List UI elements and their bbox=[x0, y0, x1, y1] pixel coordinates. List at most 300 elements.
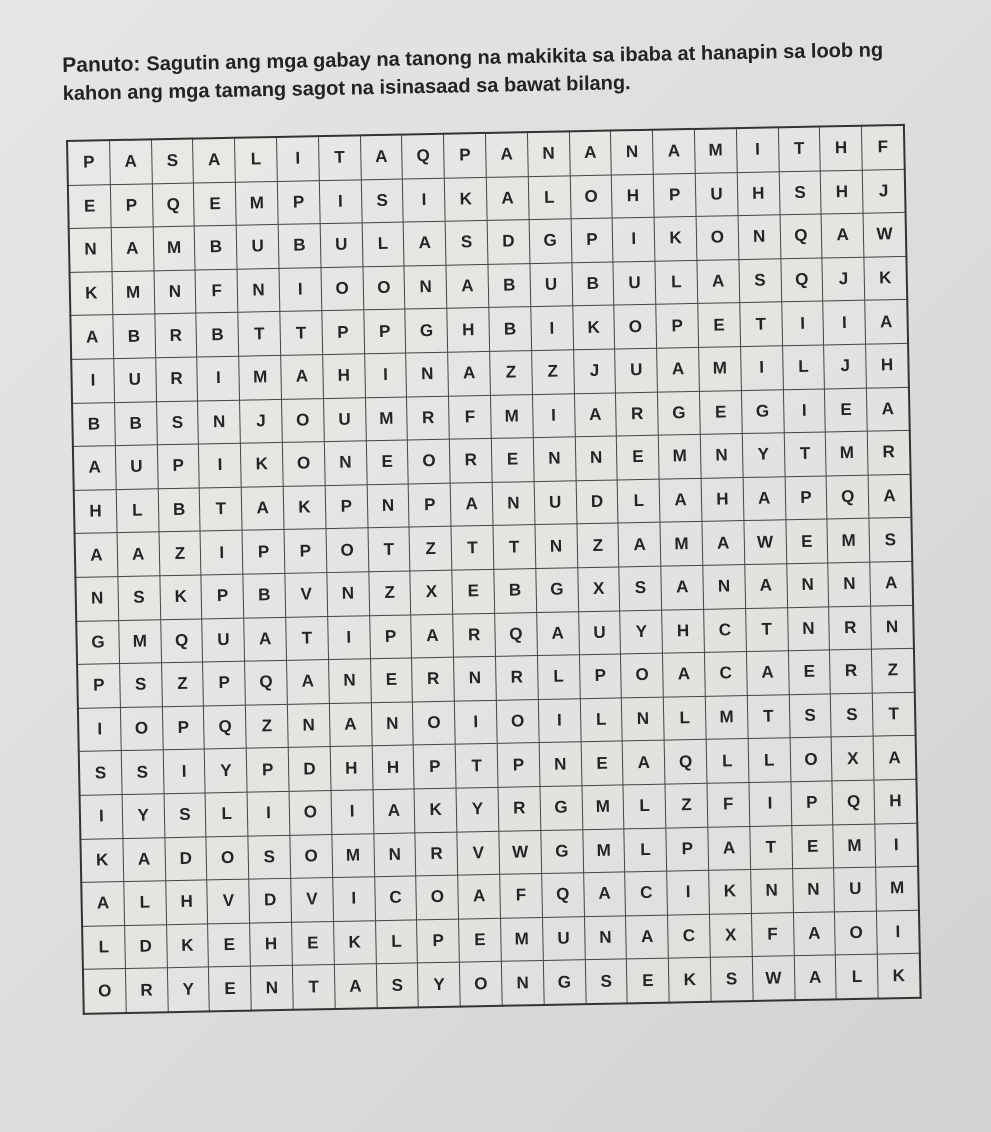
grid-cell[interactable]: N bbox=[527, 131, 570, 176]
grid-cell[interactable]: D bbox=[124, 924, 167, 968]
grid-cell[interactable]: O bbox=[614, 305, 657, 349]
grid-cell[interactable]: E bbox=[699, 390, 742, 434]
grid-cell[interactable]: M bbox=[490, 394, 533, 438]
grid-cell[interactable]: A bbox=[626, 915, 669, 959]
grid-cell[interactable]: Z bbox=[531, 350, 574, 394]
grid-cell[interactable]: R bbox=[415, 832, 458, 876]
grid-cell[interactable]: N bbox=[454, 656, 497, 700]
grid-cell[interactable]: Z bbox=[246, 704, 289, 748]
grid-cell[interactable]: H bbox=[322, 354, 365, 398]
grid-cell[interactable]: U bbox=[695, 172, 738, 216]
grid-cell[interactable]: E bbox=[370, 658, 413, 702]
grid-cell[interactable]: M bbox=[365, 397, 408, 441]
grid-cell[interactable]: Q bbox=[160, 619, 203, 663]
grid-cell[interactable]: M bbox=[876, 866, 919, 910]
grid-cell[interactable]: L bbox=[617, 479, 660, 523]
grid-cell[interactable]: P bbox=[790, 781, 833, 825]
grid-cell[interactable]: N bbox=[738, 215, 781, 259]
grid-cell[interactable]: O bbox=[416, 875, 459, 919]
grid-cell[interactable]: C bbox=[625, 871, 668, 915]
grid-cell[interactable]: Y bbox=[418, 962, 461, 1007]
grid-cell[interactable]: R bbox=[830, 649, 873, 693]
grid-cell[interactable]: G bbox=[658, 391, 701, 435]
grid-cell[interactable]: V bbox=[291, 878, 334, 922]
grid-cell[interactable]: H bbox=[250, 922, 293, 966]
grid-cell[interactable]: G bbox=[543, 960, 586, 1005]
grid-cell[interactable]: J bbox=[822, 257, 865, 301]
grid-cell[interactable]: Q bbox=[780, 214, 823, 258]
grid-cell[interactable]: A bbox=[111, 227, 154, 271]
grid-cell[interactable]: K bbox=[654, 217, 697, 261]
grid-cell[interactable]: A bbox=[81, 882, 124, 926]
grid-cell[interactable]: I bbox=[403, 178, 446, 222]
grid-cell[interactable]: L bbox=[82, 925, 125, 969]
grid-cell[interactable]: V bbox=[207, 879, 250, 923]
grid-cell[interactable]: N bbox=[371, 702, 414, 746]
grid-cell[interactable]: N bbox=[373, 832, 416, 876]
grid-cell[interactable]: T bbox=[200, 487, 243, 531]
grid-cell[interactable]: A bbox=[623, 740, 666, 784]
grid-cell[interactable]: M bbox=[699, 347, 742, 391]
grid-cell[interactable]: I bbox=[612, 217, 655, 261]
grid-cell[interactable]: Z bbox=[577, 523, 620, 567]
grid-cell[interactable]: Q bbox=[245, 660, 288, 704]
grid-cell[interactable]: P bbox=[785, 476, 828, 520]
grid-cell[interactable]: P bbox=[157, 444, 200, 488]
grid-cell[interactable]: A bbox=[450, 482, 493, 526]
grid-cell[interactable]: A bbox=[75, 533, 118, 577]
grid-cell[interactable]: I bbox=[364, 353, 407, 397]
grid-cell[interactable]: S bbox=[118, 576, 161, 620]
grid-cell[interactable]: N bbox=[611, 130, 654, 175]
grid-cell[interactable]: M bbox=[500, 917, 543, 961]
grid-cell[interactable]: T bbox=[318, 135, 361, 180]
grid-cell[interactable]: B bbox=[243, 573, 286, 617]
grid-cell[interactable]: N bbox=[700, 434, 743, 478]
grid-cell[interactable]: T bbox=[280, 311, 323, 355]
grid-cell[interactable]: O bbox=[570, 175, 613, 219]
grid-cell[interactable]: P bbox=[369, 614, 412, 658]
grid-cell[interactable]: P bbox=[579, 654, 622, 698]
grid-cell[interactable]: R bbox=[498, 786, 541, 830]
grid-cell[interactable]: Z bbox=[159, 531, 202, 575]
grid-cell[interactable]: S bbox=[739, 259, 782, 303]
grid-cell[interactable]: V bbox=[285, 573, 328, 617]
grid-cell[interactable]: H bbox=[662, 609, 705, 653]
grid-cell[interactable]: N bbox=[367, 484, 410, 528]
grid-cell[interactable]: A bbox=[868, 474, 911, 518]
grid-cell[interactable]: Z bbox=[872, 648, 915, 692]
grid-cell[interactable]: G bbox=[541, 829, 584, 873]
grid-cell[interactable]: A bbox=[70, 315, 113, 359]
grid-cell[interactable]: A bbox=[244, 617, 287, 661]
grid-cell[interactable]: P bbox=[666, 827, 709, 871]
grid-cell[interactable]: R bbox=[407, 396, 450, 440]
grid-cell[interactable]: K bbox=[159, 575, 202, 619]
grid-cell[interactable]: T bbox=[292, 965, 335, 1010]
grid-cell[interactable]: S bbox=[119, 663, 162, 707]
grid-cell[interactable]: E bbox=[366, 440, 409, 484]
grid-cell[interactable]: E bbox=[627, 958, 670, 1003]
grid-cell[interactable]: A bbox=[663, 652, 706, 696]
grid-cell[interactable]: A bbox=[446, 264, 489, 308]
grid-cell[interactable]: S bbox=[710, 957, 753, 1002]
grid-cell[interactable]: R bbox=[829, 606, 872, 650]
grid-cell[interactable]: K bbox=[80, 838, 123, 882]
grid-cell[interactable]: K bbox=[283, 485, 326, 529]
grid-cell[interactable]: E bbox=[194, 182, 237, 226]
grid-cell[interactable]: U bbox=[542, 916, 585, 960]
grid-cell[interactable]: P bbox=[246, 748, 289, 792]
grid-cell[interactable]: E bbox=[208, 923, 251, 967]
grid-cell[interactable]: E bbox=[209, 966, 252, 1011]
grid-cell[interactable]: S bbox=[361, 179, 404, 223]
grid-cell[interactable]: I bbox=[740, 346, 783, 390]
grid-cell[interactable]: H bbox=[330, 746, 373, 790]
grid-cell[interactable]: B bbox=[195, 225, 238, 269]
grid-cell[interactable]: B bbox=[488, 263, 531, 307]
grid-cell[interactable]: I bbox=[538, 698, 581, 742]
grid-cell[interactable]: K bbox=[333, 920, 376, 964]
grid-cell[interactable]: R bbox=[453, 613, 496, 657]
grid-cell[interactable]: L bbox=[623, 784, 666, 828]
grid-cell[interactable]: U bbox=[530, 263, 573, 307]
grid-cell[interactable]: U bbox=[236, 225, 279, 269]
grid-cell[interactable]: A bbox=[574, 393, 617, 437]
grid-cell[interactable]: I bbox=[331, 790, 374, 834]
grid-cell[interactable]: O bbox=[326, 528, 369, 572]
grid-cell[interactable]: C bbox=[704, 608, 747, 652]
grid-cell[interactable]: P bbox=[409, 483, 452, 527]
grid-cell[interactable]: N bbox=[787, 606, 830, 650]
grid-cell[interactable]: M bbox=[833, 824, 876, 868]
grid-cell[interactable]: P bbox=[284, 529, 327, 573]
grid-cell[interactable]: O bbox=[696, 216, 739, 260]
grid-cell[interactable]: N bbox=[75, 577, 118, 621]
grid-cell[interactable]: K bbox=[414, 788, 457, 832]
grid-cell[interactable]: A bbox=[793, 912, 836, 956]
grid-cell[interactable]: R bbox=[154, 313, 197, 357]
grid-cell[interactable]: P bbox=[203, 661, 246, 705]
grid-cell[interactable]: N bbox=[404, 265, 447, 309]
grid-cell[interactable]: I bbox=[332, 877, 375, 921]
grid-cell[interactable]: A bbox=[241, 486, 284, 530]
grid-cell[interactable]: L bbox=[375, 920, 418, 964]
grid-cell[interactable]: Z bbox=[409, 527, 452, 571]
grid-cell[interactable]: E bbox=[292, 921, 335, 965]
grid-cell[interactable]: S bbox=[121, 750, 164, 794]
grid-cell[interactable]: N bbox=[828, 562, 871, 606]
grid-cell[interactable]: I bbox=[319, 179, 362, 223]
grid-cell[interactable]: H bbox=[447, 308, 490, 352]
grid-cell[interactable]: U bbox=[114, 358, 157, 402]
grid-cell[interactable]: S bbox=[164, 793, 207, 837]
grid-cell[interactable]: Q bbox=[152, 183, 195, 227]
grid-cell[interactable]: V bbox=[457, 831, 500, 875]
grid-cell[interactable]: I bbox=[781, 301, 824, 345]
grid-cell[interactable]: G bbox=[76, 620, 119, 664]
grid-cell[interactable]: J bbox=[240, 399, 283, 443]
grid-cell[interactable]: Q bbox=[832, 780, 875, 824]
grid-cell[interactable]: Q bbox=[780, 258, 823, 302]
grid-cell[interactable]: A bbox=[193, 138, 236, 183]
grid-cell[interactable]: I bbox=[197, 356, 240, 400]
grid-cell[interactable]: M bbox=[112, 271, 155, 315]
grid-cell[interactable]: Q bbox=[541, 873, 584, 917]
grid-cell[interactable]: U bbox=[834, 867, 877, 911]
grid-cell[interactable]: U bbox=[615, 348, 658, 392]
grid-cell[interactable]: I bbox=[78, 707, 121, 751]
grid-cell[interactable]: N bbox=[792, 868, 835, 912]
grid-cell[interactable]: J bbox=[862, 169, 905, 213]
grid-cell[interactable]: A bbox=[821, 213, 864, 257]
grid-cell[interactable]: P bbox=[571, 218, 614, 262]
grid-cell[interactable]: O bbox=[363, 266, 406, 310]
grid-cell[interactable]: N bbox=[69, 228, 112, 272]
grid-cell[interactable]: N bbox=[584, 916, 627, 960]
grid-cell[interactable]: S bbox=[585, 959, 628, 1004]
grid-cell[interactable]: N bbox=[406, 352, 449, 396]
grid-cell[interactable]: T bbox=[745, 607, 788, 651]
grid-cell[interactable]: N bbox=[533, 437, 576, 481]
grid-cell[interactable]: A bbox=[569, 131, 612, 176]
grid-cell[interactable]: P bbox=[277, 180, 320, 224]
grid-cell[interactable]: A bbox=[794, 955, 837, 1000]
grid-cell[interactable]: L bbox=[655, 260, 698, 304]
grid-cell[interactable]: E bbox=[452, 569, 495, 613]
grid-cell[interactable]: E bbox=[617, 435, 660, 479]
grid-cell[interactable]: A bbox=[583, 872, 626, 916]
grid-cell[interactable]: P bbox=[67, 140, 110, 185]
grid-cell[interactable]: A bbox=[411, 614, 454, 658]
grid-cell[interactable]: O bbox=[460, 962, 503, 1007]
grid-cell[interactable]: A bbox=[697, 259, 740, 303]
grid-cell[interactable]: K bbox=[70, 271, 113, 315]
grid-cell[interactable]: M bbox=[239, 355, 282, 399]
grid-cell[interactable]: N bbox=[198, 400, 241, 444]
grid-cell[interactable]: F bbox=[500, 874, 543, 918]
grid-cell[interactable]: L bbox=[782, 345, 825, 389]
grid-cell[interactable]: X bbox=[709, 913, 752, 957]
grid-cell[interactable]: P bbox=[653, 173, 696, 217]
grid-cell[interactable]: O bbox=[496, 699, 539, 743]
grid-cell[interactable]: S bbox=[79, 751, 122, 795]
grid-cell[interactable]: K bbox=[864, 256, 907, 300]
grid-cell[interactable]: U bbox=[578, 610, 621, 654]
grid-cell[interactable]: J bbox=[573, 349, 616, 393]
grid-cell[interactable]: I bbox=[199, 443, 242, 487]
grid-cell[interactable]: N bbox=[237, 268, 280, 312]
grid-cell[interactable]: M bbox=[582, 828, 625, 872]
grid-cell[interactable]: A bbox=[123, 837, 166, 881]
grid-cell[interactable]: L bbox=[528, 175, 571, 219]
grid-cell[interactable]: A bbox=[117, 532, 160, 576]
grid-cell[interactable]: N bbox=[154, 270, 197, 314]
grid-cell[interactable]: O bbox=[290, 834, 333, 878]
grid-cell[interactable]: A bbox=[745, 564, 788, 608]
grid-cell[interactable]: A bbox=[404, 221, 447, 265]
grid-cell[interactable]: I bbox=[877, 910, 920, 954]
grid-cell[interactable]: Z bbox=[161, 662, 204, 706]
grid-cell[interactable]: I bbox=[80, 794, 123, 838]
grid-cell[interactable]: I bbox=[71, 359, 114, 403]
grid-cell[interactable]: A bbox=[873, 736, 916, 780]
grid-cell[interactable]: F bbox=[707, 782, 750, 826]
grid-cell[interactable]: I bbox=[875, 823, 918, 867]
grid-cell[interactable]: P bbox=[363, 309, 406, 353]
grid-cell[interactable]: Q bbox=[402, 134, 445, 179]
grid-cell[interactable]: O bbox=[83, 969, 126, 1014]
grid-cell[interactable]: R bbox=[616, 392, 659, 436]
grid-cell[interactable]: G bbox=[529, 219, 572, 263]
grid-cell[interactable]: M bbox=[332, 833, 375, 877]
grid-cell[interactable]: A bbox=[448, 351, 491, 395]
grid-cell[interactable]: N bbox=[328, 659, 371, 703]
grid-cell[interactable]: Y bbox=[742, 433, 785, 477]
grid-cell[interactable]: A bbox=[618, 523, 661, 567]
grid-cell[interactable]: Y bbox=[620, 610, 663, 654]
grid-cell[interactable]: O bbox=[120, 706, 163, 750]
grid-cell[interactable]: M bbox=[705, 695, 748, 739]
grid-cell[interactable]: Z bbox=[665, 783, 708, 827]
grid-cell[interactable]: S bbox=[376, 963, 419, 1008]
grid-cell[interactable]: T bbox=[750, 825, 793, 869]
grid-cell[interactable]: S bbox=[619, 566, 662, 610]
grid-cell[interactable]: N bbox=[622, 697, 665, 741]
grid-cell[interactable]: P bbox=[325, 485, 368, 529]
grid-cell[interactable]: A bbox=[485, 132, 528, 177]
grid-cell[interactable]: I bbox=[163, 749, 206, 793]
grid-cell[interactable]: O bbox=[206, 836, 249, 880]
grid-cell[interactable]: S bbox=[151, 139, 194, 184]
grid-cell[interactable]: W bbox=[499, 830, 542, 874]
grid-cell[interactable]: F bbox=[449, 395, 492, 439]
grid-cell[interactable]: H bbox=[821, 170, 864, 214]
grid-cell[interactable]: A bbox=[659, 478, 702, 522]
grid-cell[interactable]: D bbox=[288, 747, 331, 791]
grid-cell[interactable]: A bbox=[73, 446, 116, 490]
grid-cell[interactable]: X bbox=[831, 736, 874, 780]
grid-cell[interactable]: K bbox=[166, 924, 209, 968]
grid-cell[interactable]: L bbox=[580, 698, 623, 742]
grid-cell[interactable]: I bbox=[247, 791, 290, 835]
grid-cell[interactable]: A bbox=[743, 477, 786, 521]
grid-cell[interactable]: C bbox=[374, 876, 417, 920]
grid-cell[interactable]: O bbox=[835, 911, 878, 955]
grid-cell[interactable]: T bbox=[872, 692, 915, 736]
grid-cell[interactable]: E bbox=[68, 184, 111, 228]
grid-cell[interactable]: U bbox=[323, 397, 366, 441]
grid-cell[interactable]: B bbox=[278, 224, 321, 268]
grid-cell[interactable]: A bbox=[865, 300, 908, 344]
grid-cell[interactable]: B bbox=[489, 307, 532, 351]
grid-cell[interactable]: P bbox=[322, 310, 365, 354]
grid-cell[interactable]: B bbox=[72, 402, 115, 446]
grid-cell[interactable]: K bbox=[572, 305, 615, 349]
grid-cell[interactable]: L bbox=[663, 696, 706, 740]
grid-cell[interactable]: M bbox=[119, 619, 162, 663]
grid-cell[interactable]: D bbox=[164, 836, 207, 880]
grid-cell[interactable]: X bbox=[577, 567, 620, 611]
grid-cell[interactable]: Y bbox=[167, 967, 210, 1012]
grid-cell[interactable]: P bbox=[77, 664, 120, 708]
grid-cell[interactable]: M bbox=[236, 181, 279, 225]
grid-cell[interactable]: I bbox=[532, 393, 575, 437]
grid-cell[interactable]: P bbox=[201, 574, 244, 618]
grid-cell[interactable]: A bbox=[661, 565, 704, 609]
grid-cell[interactable]: L bbox=[116, 489, 159, 533]
grid-cell[interactable]: F bbox=[862, 125, 905, 170]
grid-cell[interactable]: W bbox=[863, 213, 906, 257]
grid-cell[interactable]: L bbox=[235, 137, 278, 182]
grid-cell[interactable]: E bbox=[581, 741, 624, 785]
grid-cell[interactable]: M bbox=[153, 226, 196, 270]
grid-cell[interactable]: A bbox=[653, 129, 696, 174]
grid-cell[interactable]: R bbox=[867, 431, 910, 475]
grid-cell[interactable]: A bbox=[657, 347, 700, 391]
grid-cell[interactable]: U bbox=[115, 445, 158, 489]
grid-cell[interactable]: S bbox=[156, 401, 199, 445]
grid-cell[interactable]: O bbox=[621, 653, 664, 697]
grid-cell[interactable]: K bbox=[444, 177, 487, 221]
grid-cell[interactable]: A bbox=[281, 355, 324, 399]
grid-cell[interactable]: M bbox=[582, 785, 625, 829]
grid-cell[interactable]: M bbox=[658, 435, 701, 479]
grid-cell[interactable]: A bbox=[329, 702, 372, 746]
grid-cell[interactable]: K bbox=[709, 870, 752, 914]
grid-cell[interactable]: Y bbox=[205, 748, 248, 792]
grid-cell[interactable]: N bbox=[750, 869, 793, 913]
grid-cell[interactable]: H bbox=[165, 880, 208, 924]
grid-cell[interactable]: Z bbox=[368, 571, 411, 615]
grid-cell[interactable]: W bbox=[752, 956, 795, 1001]
grid-cell[interactable]: H bbox=[612, 174, 655, 218]
grid-cell[interactable]: A bbox=[536, 611, 579, 655]
grid-cell[interactable]: I bbox=[736, 127, 779, 172]
grid-cell[interactable]: Y bbox=[456, 787, 499, 831]
grid-cell[interactable]: I bbox=[276, 136, 319, 181]
grid-cell[interactable]: H bbox=[874, 779, 917, 823]
grid-cell[interactable]: A bbox=[287, 660, 330, 704]
grid-cell[interactable]: A bbox=[334, 964, 377, 1009]
grid-cell[interactable]: D bbox=[487, 220, 530, 264]
grid-cell[interactable]: E bbox=[825, 388, 868, 432]
grid-cell[interactable]: N bbox=[327, 572, 370, 616]
grid-cell[interactable]: D bbox=[249, 878, 292, 922]
grid-cell[interactable]: P bbox=[110, 183, 153, 227]
grid-cell[interactable]: E bbox=[459, 918, 502, 962]
grid-cell[interactable]: T bbox=[238, 312, 281, 356]
grid-cell[interactable]: I bbox=[200, 531, 243, 575]
grid-cell[interactable]: S bbox=[869, 518, 912, 562]
grid-cell[interactable]: A bbox=[746, 651, 789, 695]
grid-cell[interactable]: C bbox=[668, 914, 711, 958]
grid-cell[interactable]: N bbox=[539, 742, 582, 786]
grid-cell[interactable]: G bbox=[536, 568, 579, 612]
grid-cell[interactable]: N bbox=[492, 481, 535, 525]
grid-cell[interactable]: T bbox=[740, 302, 783, 346]
grid-cell[interactable]: E bbox=[788, 650, 831, 694]
grid-cell[interactable]: U bbox=[320, 223, 363, 267]
grid-cell[interactable]: H bbox=[701, 477, 744, 521]
grid-cell[interactable]: U bbox=[534, 481, 577, 525]
grid-cell[interactable]: P bbox=[656, 304, 699, 348]
grid-cell[interactable]: A bbox=[486, 176, 529, 220]
grid-cell[interactable]: O bbox=[289, 790, 332, 834]
grid-cell[interactable]: P bbox=[162, 706, 205, 750]
grid-cell[interactable]: T bbox=[778, 127, 821, 172]
grid-cell[interactable]: M bbox=[694, 128, 737, 173]
